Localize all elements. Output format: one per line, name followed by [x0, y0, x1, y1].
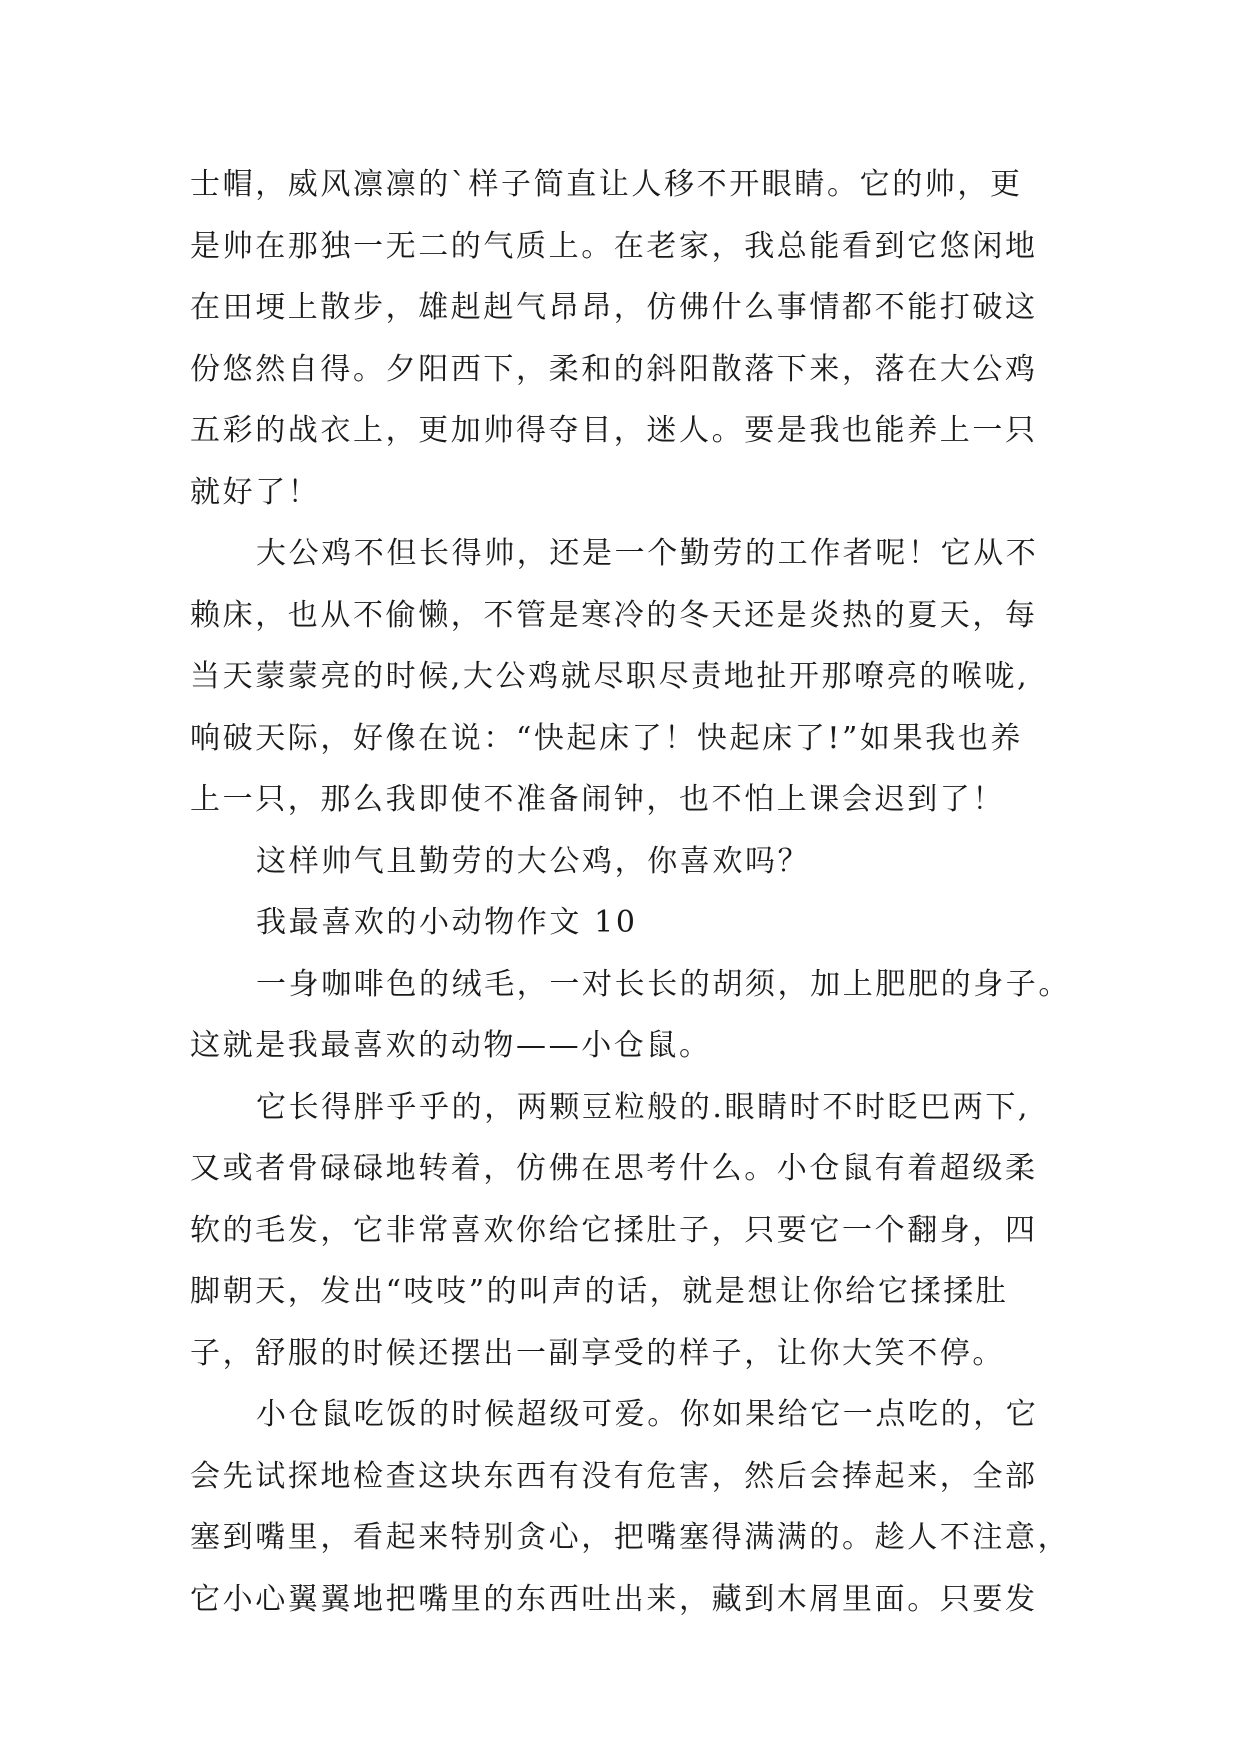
text-line: 当天蒙蒙亮的时候,大公鸡就尽职尽责地扯开那嘹亮的喉咙, [190, 659, 1030, 694]
document-page [190, 154, 1071, 1630]
text-line: 五彩的战衣上，更加帅得夺目，迷人。要是我也能养上一只 [190, 413, 1038, 448]
text-line: 又或者骨碌碌地转着，仿佛在思考什么。小仓鼠有着超级柔 [190, 1151, 1038, 1186]
text-line: 赖床，也从不偷懒，不管是寒冷的冬天还是炎热的夏天，每 [190, 597, 1038, 633]
text-line: 响破天际，好像在说：“快起床了！快起床了!”如果我也养 [190, 720, 1023, 756]
text-line: 大公鸡不但长得帅，还是一个勤劳的工作者呢！它从不 [256, 536, 1039, 571]
text-line: 塞到嘴里，看起来特别贪心，把嘴塞得满满的。趁人不注意， [190, 1520, 1071, 1555]
text-line: 这就是我最喜欢的动物——小仓鼠。 [190, 1028, 712, 1063]
text-line: 子，舒服的时候还摆出一副享受的样子，让你大笑不停。 [190, 1335, 1005, 1371]
text-line: 会先试探地检查这块东西有没有危害，然后会捧起来，全部 [190, 1458, 1038, 1494]
text-line: 它小心翼翼地把嘴里的东西吐出来，藏到木屑里面。只要发 [190, 1581, 1038, 1617]
text-line: 脚朝天，发出“吱吱”的叫声的话，就是想让你给它揉揉肚 [190, 1274, 1009, 1309]
text-line: 我最喜欢的小动物作文 10 [256, 905, 638, 940]
text-line: 这样帅气且勤劳的大公鸡，你喜欢吗？ [256, 843, 811, 879]
text-line: 份悠然自得。夕阳西下，柔和的斜阳散落下来，落在大公鸡 [190, 351, 1038, 387]
text-line: 小仓鼠吃饭的时候超级可爱。你如果给它一点吃的，它 [256, 1397, 1039, 1432]
text-line: 是帅在那独一无二的气质上。在老家，我总能看到它悠闲地 [190, 228, 1038, 264]
text-line: 一身咖啡色的绒毛，一对长长的胡须，加上肥肥的身子。 [256, 966, 1071, 1002]
text-line: 上一只，那么我即使不准备闹钟，也不怕上课会迟到了！ [190, 782, 1005, 817]
text-line: 在田埂上散步，雄赳赳气昂昂，仿佛什么事情都不能打破这 [190, 290, 1038, 325]
text-line: 就好了！ [190, 474, 321, 510]
text-line: 士帽，威风凛凛的`样子简直让人移不开眼睛。它的帅，更 [190, 167, 1023, 202]
text-line: 软的毛发，它非常喜欢你给它揉肚子，只要它一个翻身，四 [190, 1212, 1038, 1248]
text-line: 它长得胖乎乎的，两颗豆粒般的.眼睛时不时眨巴两下, [256, 1089, 1031, 1125]
